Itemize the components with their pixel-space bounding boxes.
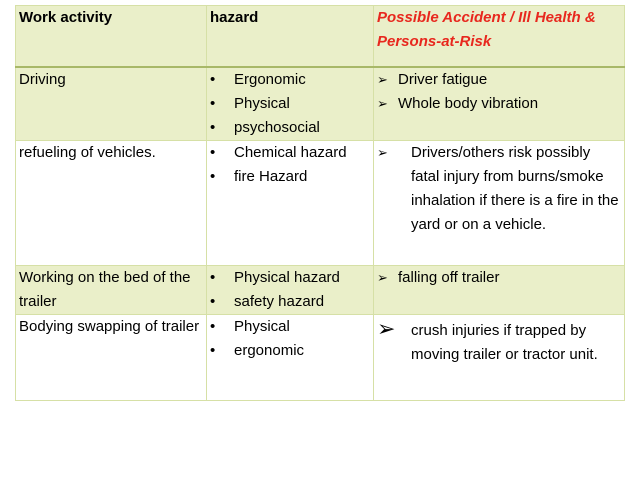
header-hazard: hazard: [207, 6, 374, 68]
bullet-icon: •: [210, 342, 216, 359]
arrow-bullet-icon: ➢: [377, 316, 396, 341]
arrow-bullet-icon: ➢: [377, 270, 388, 285]
header-work-activity: Work activity: [16, 6, 207, 68]
accident-item: ➢ Driver fatigue: [377, 68, 621, 92]
accident-item: ➢ Whole body vibration: [377, 92, 621, 116]
table-header-row: [16, 6, 625, 68]
activity-cell: Working on the bed of the trailer: [16, 266, 207, 315]
arrow-bullet-icon: ➢: [377, 96, 388, 111]
activity-cell: Bodying swapping of trailer: [16, 315, 207, 401]
bullet-icon: •: [210, 119, 216, 136]
accident-cell: [374, 141, 625, 266]
hazard-item: • ergonomic: [210, 339, 370, 363]
hazard-item: • fire Hazard: [210, 165, 370, 189]
accident-item: ➢ Drivers/others risk possibly fatal injury from burns/smoke inhalation if there is a fire in the yard or on a vehicle.: [377, 141, 621, 237]
bullet-icon: •: [210, 269, 216, 286]
accident-item: ➢ falling off trailer: [377, 266, 621, 290]
bullet-icon: •: [210, 318, 216, 335]
hazard-item: • Ergonomic: [210, 68, 370, 92]
arrow-bullet-icon: ➢: [377, 72, 388, 87]
hazard-item: • Physical: [210, 92, 370, 116]
risk-assessment-table: [15, 5, 625, 401]
bullet-icon: •: [210, 144, 216, 161]
activity-cell: refueling of vehicles.: [16, 141, 207, 266]
hazard-cell: [207, 266, 374, 315]
accident-cell: [374, 266, 625, 315]
hazard-item: • psychosocial: [210, 116, 370, 140]
hazard-item: • safety hazard: [210, 290, 370, 314]
table-row: [16, 141, 625, 266]
header-possible-accident: Possible Accident / Ill Health & Persons-at-Risk: [374, 6, 625, 68]
arrow-bullet-icon: ➢: [377, 145, 388, 160]
hazard-item: • Physical: [210, 315, 370, 339]
hazard-cell: [207, 315, 374, 401]
hazard-item: • Chemical hazard: [210, 141, 370, 165]
hazard-cell: [207, 141, 374, 266]
table-row: [16, 67, 625, 141]
accident-cell: [374, 67, 625, 141]
hazard-cell: [207, 67, 374, 141]
accident-cell: [374, 315, 625, 401]
bullet-icon: •: [210, 95, 216, 112]
accident-item: ➢ crush injuries if trapped by moving trailer or tractor unit.: [377, 316, 598, 363]
bullet-icon: •: [210, 293, 216, 310]
hazard-item: • Physical hazard: [210, 266, 370, 290]
table-row: [16, 315, 625, 401]
bullet-icon: •: [210, 71, 216, 88]
activity-cell: Driving: [16, 67, 207, 141]
bullet-icon: •: [210, 168, 216, 185]
table-row: [16, 266, 625, 315]
